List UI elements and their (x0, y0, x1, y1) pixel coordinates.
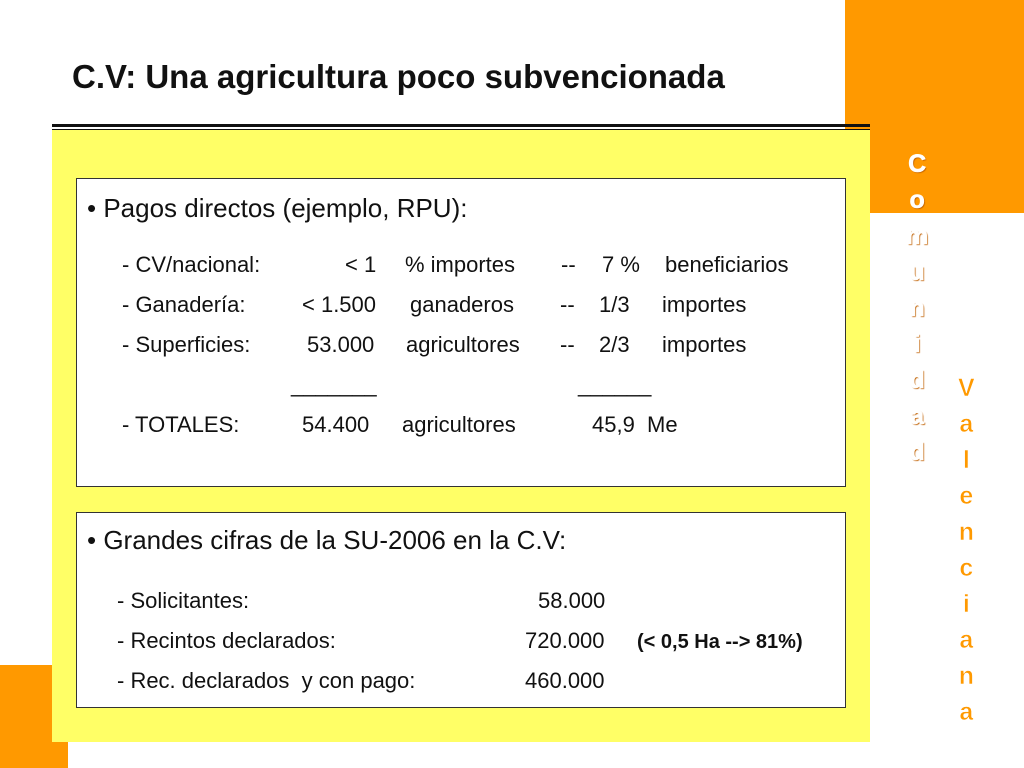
row-label: - CV/nacional: (122, 252, 261, 277)
side-letter: i (913, 330, 921, 358)
row-value: < 1 (345, 252, 377, 277)
su2006-figures-box (76, 512, 846, 708)
row-value: 53.000 (307, 332, 375, 357)
side-letter: o (909, 186, 925, 214)
row-value: 54.400 (302, 412, 370, 437)
row-value: agricultores (402, 412, 516, 437)
row-label: - Rec. declarados y con pago: (117, 668, 416, 693)
row-separator: -- (560, 292, 575, 317)
side-letter: m (906, 222, 929, 250)
row-value: 460.000 (525, 668, 605, 693)
side-letter: l (962, 446, 970, 474)
total-underline: _______ (291, 372, 377, 397)
title-rule-thick (52, 124, 870, 127)
box-heading: • Pagos directos (ejemplo, RPU): (87, 193, 468, 223)
direct-payments-box (76, 178, 846, 487)
side-letter: c (959, 554, 974, 582)
side-letter: i (962, 590, 970, 618)
row-value: % importes (405, 252, 516, 277)
row-value: ganaderos (410, 292, 514, 317)
row-value: 2/3 (599, 332, 630, 357)
row-value: 7 % (602, 252, 640, 277)
title-rule-thin (52, 129, 870, 130)
side-letter: d (909, 366, 925, 394)
side-letter: n (958, 518, 974, 546)
row-label: - Solicitantes: (117, 588, 250, 613)
side-letter: u (909, 258, 925, 286)
row-value: 58.000 (538, 588, 606, 613)
row-value: < 1.500 (302, 292, 377, 317)
side-letter: e (959, 482, 974, 510)
side-letter: n (958, 662, 974, 690)
side-letter: a (910, 402, 925, 430)
total-underline: ______ (578, 372, 652, 397)
orange-corner-block (845, 0, 1024, 213)
side-word-valenciana (958, 370, 975, 730)
slide-title: C.V: Una agricultura poco subvencionada (72, 58, 725, 95)
side-letter: n (909, 294, 925, 322)
row-value: agricultores (406, 332, 520, 357)
row-label: - TOTALES: (122, 412, 240, 437)
side-letter: V (958, 374, 975, 402)
side-letter: C (908, 150, 927, 178)
row-label: - Superficies: (122, 332, 251, 357)
row-separator: -- (561, 252, 576, 277)
side-word-comunidad (906, 146, 928, 470)
row-label: - Recintos declarados: (117, 628, 336, 653)
row-value: importes (662, 332, 747, 357)
side-letter: a (959, 626, 974, 654)
row-value: 45,9 Me (592, 412, 678, 437)
side-letter: a (959, 698, 974, 726)
side-letter: d (909, 438, 925, 466)
row-value: 720.000 (525, 628, 605, 653)
row-value: beneficiarios (665, 252, 789, 277)
row-value: 1/3 (599, 292, 630, 317)
row-value: importes (662, 292, 747, 317)
row-label: - Ganadería: (122, 292, 246, 317)
row-separator: -- (560, 332, 575, 357)
side-letter: a (959, 410, 974, 438)
box-heading: • Grandes cifras de la SU-2006 en la C.V: (87, 525, 567, 555)
row-note: (< 0,5 Ha --> 81%) (637, 631, 803, 653)
